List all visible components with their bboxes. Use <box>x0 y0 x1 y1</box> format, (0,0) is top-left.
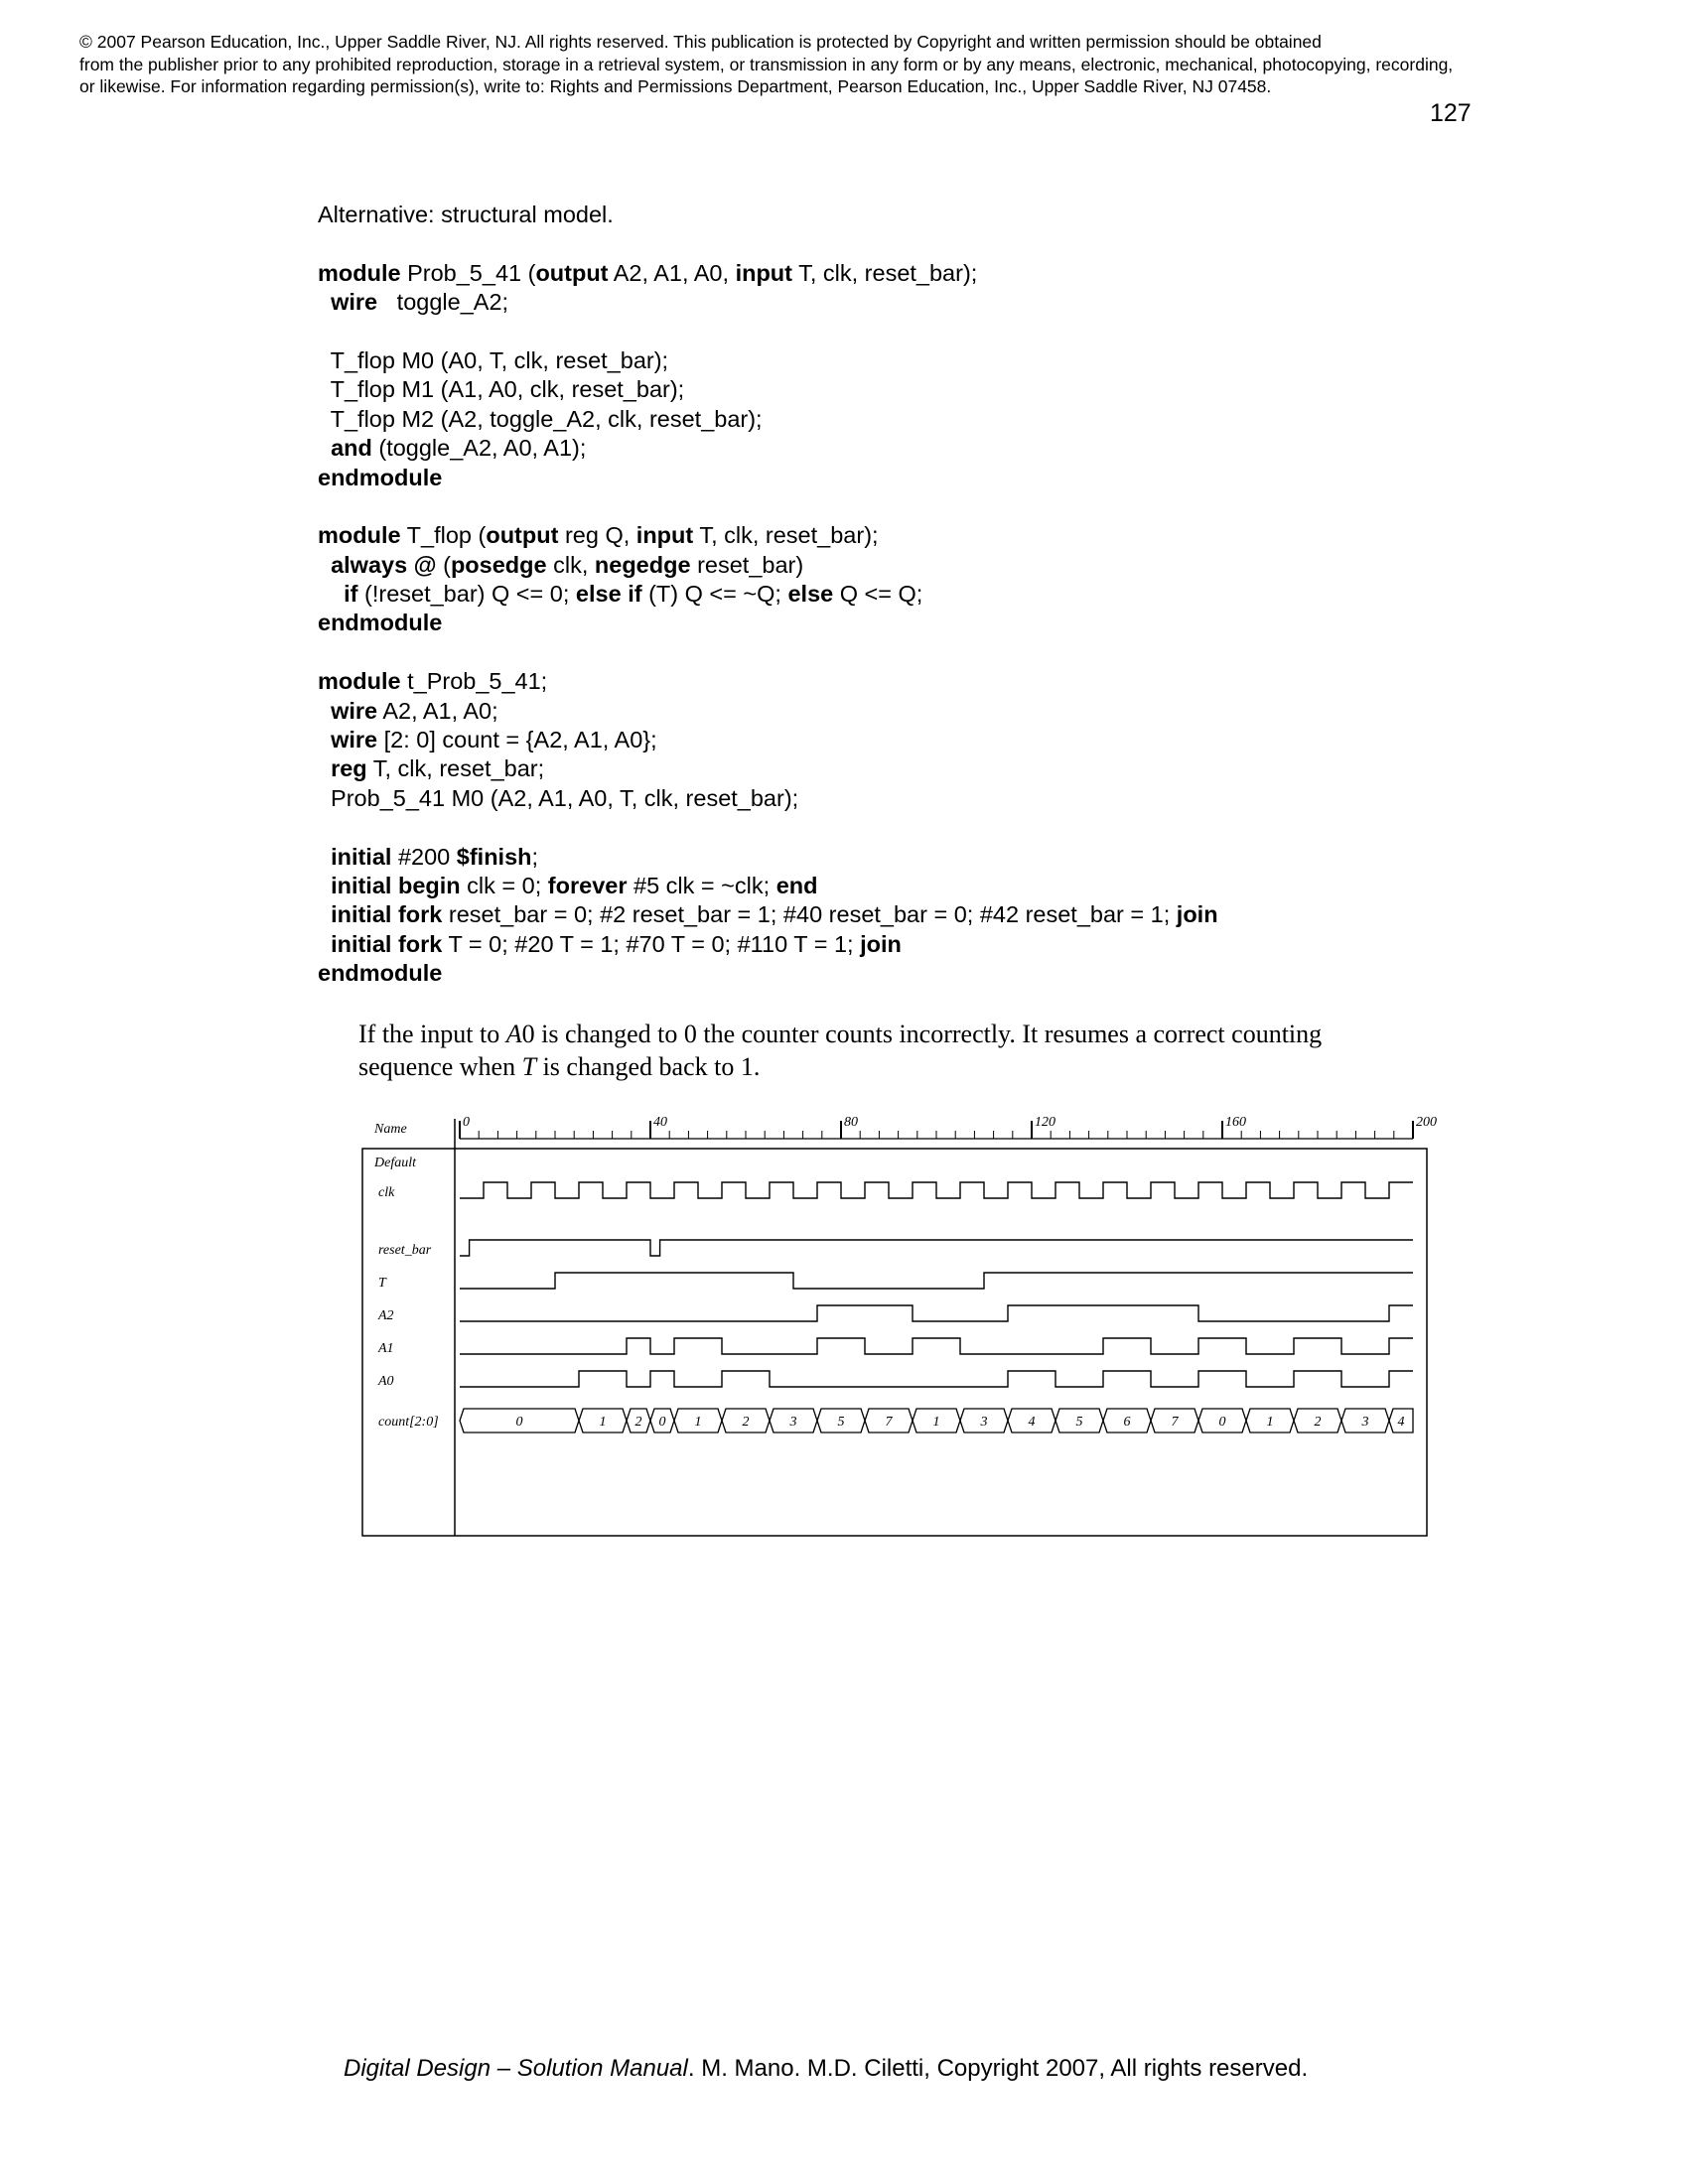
code-keyword: $finish <box>456 843 532 870</box>
code-text: ( <box>436 551 451 578</box>
code-keyword: input <box>735 259 792 286</box>
signal-name-resetbar: reset_bar <box>378 1243 432 1258</box>
footer-credit: . M. Mano. M.D. Ciletti, Copyright 2007, All rights reserved. <box>687 2055 1309 2082</box>
code-keyword: join <box>860 930 902 957</box>
code-text: #5 clk = ~clk; <box>627 872 776 898</box>
code-text <box>318 844 331 870</box>
code-text: Q <= Q; <box>833 581 923 608</box>
code-text: (toggle_A2, A0, A1); <box>371 435 587 462</box>
code-text: (!reset_bar) Q <= 0; <box>357 581 576 608</box>
code-line <box>318 318 1218 346</box>
code-text: T_flop M2 (A2, toggle_A2, clk, reset_bar); <box>318 405 763 432</box>
time-axis-label: 160 <box>1225 1115 1246 1130</box>
code-text <box>318 931 331 957</box>
code-text: #200 <box>391 843 457 870</box>
code-line <box>318 551 1218 580</box>
code-keyword: else <box>787 581 834 608</box>
bus-value: 0 <box>658 1415 666 1430</box>
copyright-line-2: from the publisher prior to any prohibited reproduction, storage in a retrieval system, or transmission in any form or by any means, electronic, mechanical, photocopying, recording, <box>79 54 1454 74</box>
signal-name-clk: clk <box>378 1185 395 1200</box>
code-keyword: always @ <box>331 551 437 578</box>
code-line <box>318 784 1218 813</box>
waveform-a0 <box>460 1371 1413 1387</box>
copyright-notice <box>79 31 1628 98</box>
code-text: reset_bar) <box>690 551 804 578</box>
code-text: reset_bar = 0; #2 reset_bar = 1; #40 reset_bar = 0; #42 reset_bar = 1; <box>442 901 1177 928</box>
bus-value: 6 <box>1123 1415 1131 1430</box>
code-keyword: reg <box>331 755 367 782</box>
bus-value: 1 <box>599 1415 607 1430</box>
bus-value: 7 <box>1171 1415 1179 1430</box>
code-text: T, clk, reset_bar); <box>693 522 879 549</box>
group-label: Default <box>374 1156 416 1170</box>
time-axis-label: 120 <box>1035 1115 1055 1130</box>
copyright-line-1: © 2007 Pearson Education, Inc., Upper Saddle River, NJ. All rights reserved. This publication is protected by Copyright and written permission should be obtained <box>79 32 1322 52</box>
code-keyword: output <box>535 259 609 286</box>
code-keyword: negedge <box>594 551 691 578</box>
code-line <box>318 609 1218 637</box>
code-line <box>318 638 1218 667</box>
code-text <box>318 727 331 752</box>
waveform-resetbar <box>460 1240 1413 1256</box>
code-keyword: endmodule <box>318 610 443 636</box>
code-keyword: wire <box>331 727 378 753</box>
code-text <box>318 901 331 927</box>
signal-name-a2: A2 <box>378 1308 394 1323</box>
code-text <box>318 755 331 781</box>
bus-value: 4 <box>1397 1415 1405 1430</box>
code-text: A2, A1, A0; <box>377 697 498 724</box>
code-text: clk = 0; <box>460 872 548 898</box>
bus-value: 5 <box>837 1415 845 1430</box>
code-keyword: forever <box>547 872 628 898</box>
code-lines <box>318 259 1218 989</box>
code-text: t_Prob_5_41; <box>400 668 548 695</box>
code-text: A2, A1, A0, <box>608 259 736 286</box>
code-line <box>318 492 1218 521</box>
code-text: T_flop M0 (A0, T, clk, reset_bar); <box>318 346 669 373</box>
code-keyword: join <box>1176 901 1218 928</box>
code-keyword: wire <box>331 289 378 316</box>
bus-value: 2 <box>742 1415 750 1430</box>
code-text <box>318 581 344 607</box>
code-line <box>318 872 1218 900</box>
code-text: Prob_5_41 M0 (A2, A1, A0, T, clk, reset_bar); <box>318 784 799 811</box>
code-keyword: module <box>318 522 401 549</box>
code-line <box>318 464 1218 492</box>
code-line <box>318 697 1218 726</box>
code-text: clk, <box>546 551 595 578</box>
code-text: [2: 0] count = {A2, A1, A0}; <box>377 727 657 753</box>
page-number: 127 <box>1430 99 1472 127</box>
code-text <box>318 873 331 898</box>
code-keyword: endmodule <box>318 960 443 987</box>
code-text <box>318 552 331 578</box>
code-text: T, clk, reset_bar; <box>366 755 545 782</box>
waveform-a2 <box>460 1305 1413 1321</box>
bus-value: 3 <box>789 1415 797 1430</box>
bus-value: 1 <box>694 1415 702 1430</box>
code-line <box>318 754 1218 783</box>
code-keyword: initial fork <box>331 901 443 928</box>
bus-value: 7 <box>885 1415 893 1430</box>
waveform-a1 <box>460 1338 1413 1354</box>
code-line <box>318 667 1218 696</box>
code-line <box>318 843 1218 872</box>
diagram-frame <box>362 1149 1427 1536</box>
waveform-clk <box>460 1182 1413 1198</box>
footer-title: Digital Design – Solution Manual <box>344 2055 688 2082</box>
code-line <box>318 434 1218 463</box>
code-keyword: else if <box>575 581 642 608</box>
signal-name-a1: A1 <box>378 1341 394 1356</box>
code-line <box>318 959 1218 988</box>
code-text <box>318 435 331 461</box>
code-heading: Alternative: structural model. <box>318 202 614 227</box>
code-line <box>318 346 1218 375</box>
code-text: ; <box>531 843 539 870</box>
time-axis-label: 0 <box>463 1115 470 1130</box>
bus-value: 3 <box>980 1415 988 1430</box>
time-axis-label: 80 <box>844 1115 858 1130</box>
code-text: T_flop M1 (A1, A0, clk, reset_bar); <box>318 376 685 403</box>
verilog-code-block <box>318 201 1218 989</box>
timing-diagram-svg <box>360 1109 1453 1540</box>
code-line <box>318 813 1218 842</box>
signal-name-a0: A0 <box>378 1374 394 1389</box>
bus-value: 1 <box>1266 1415 1274 1430</box>
code-line <box>318 900 1218 929</box>
copyright-line-3: or likewise. For information regarding permission(s), write to: Rights and Permissions Department, Pearson Education, Inc., Upper Saddle River, NJ 07458. <box>79 76 1272 96</box>
bus-value: 5 <box>1075 1415 1083 1430</box>
timing-diagram <box>360 1109 1453 1540</box>
code-line <box>318 521 1218 550</box>
bus-value: 4 <box>1028 1415 1036 1430</box>
code-keyword: module <box>318 259 401 286</box>
waveform-t <box>460 1273 1413 1289</box>
code-keyword: input <box>635 522 694 549</box>
bus-value: 1 <box>932 1415 940 1430</box>
code-keyword: wire <box>331 697 378 724</box>
code-line <box>318 726 1218 754</box>
code-text: T, clk, reset_bar); <box>791 259 978 286</box>
signal-name-t: T <box>378 1276 386 1291</box>
footer <box>344 2055 1308 2083</box>
code-keyword: initial begin <box>331 872 461 898</box>
code-keyword: and <box>331 435 372 462</box>
bus-value: 2 <box>634 1415 642 1430</box>
paragraph-line-1: If the input to A0 is changed to 0 the counter counts incorrectly. It resumes a correct counting <box>358 1020 1323 1048</box>
time-axis-label: 200 <box>1416 1115 1437 1130</box>
code-text: Prob_5_41 ( <box>400 259 536 286</box>
name-header: Name <box>374 1122 407 1137</box>
signal-name-count20: count[2:0] <box>378 1415 439 1430</box>
code-keyword: if <box>344 581 358 608</box>
code-text <box>318 289 331 315</box>
code-keyword: output <box>486 522 559 549</box>
code-text: T = 0; #20 T = 1; #70 T = 0; #110 T = 1; <box>442 930 861 957</box>
code-text <box>318 698 331 724</box>
bus-value: 3 <box>1361 1415 1369 1430</box>
code-text: toggle_A2; <box>377 289 509 316</box>
explanation-paragraph <box>358 1018 1451 1083</box>
code-text: (T) Q <= ~Q; <box>641 581 788 608</box>
code-keyword: module <box>318 668 401 695</box>
code-line <box>318 259 1218 288</box>
code-keyword: initial fork <box>331 930 443 957</box>
code-line <box>318 580 1218 609</box>
time-axis-label: 40 <box>653 1115 667 1130</box>
code-line <box>318 930 1218 959</box>
code-text: reg Q, <box>558 522 636 549</box>
code-line <box>318 288 1218 317</box>
code-text: T_flop ( <box>400 522 487 549</box>
code-keyword: endmodule <box>318 464 443 490</box>
code-keyword: initial <box>331 843 392 870</box>
code-line <box>318 405 1218 434</box>
bus-value: 0 <box>515 1415 523 1430</box>
bus-value: 2 <box>1314 1415 1322 1430</box>
bus-value: 0 <box>1218 1415 1226 1430</box>
code-keyword: posedge <box>450 551 547 578</box>
code-keyword: end <box>775 872 818 898</box>
paragraph-line-2: sequence when T is changed back to 1. <box>358 1052 761 1081</box>
code-line <box>318 375 1218 404</box>
